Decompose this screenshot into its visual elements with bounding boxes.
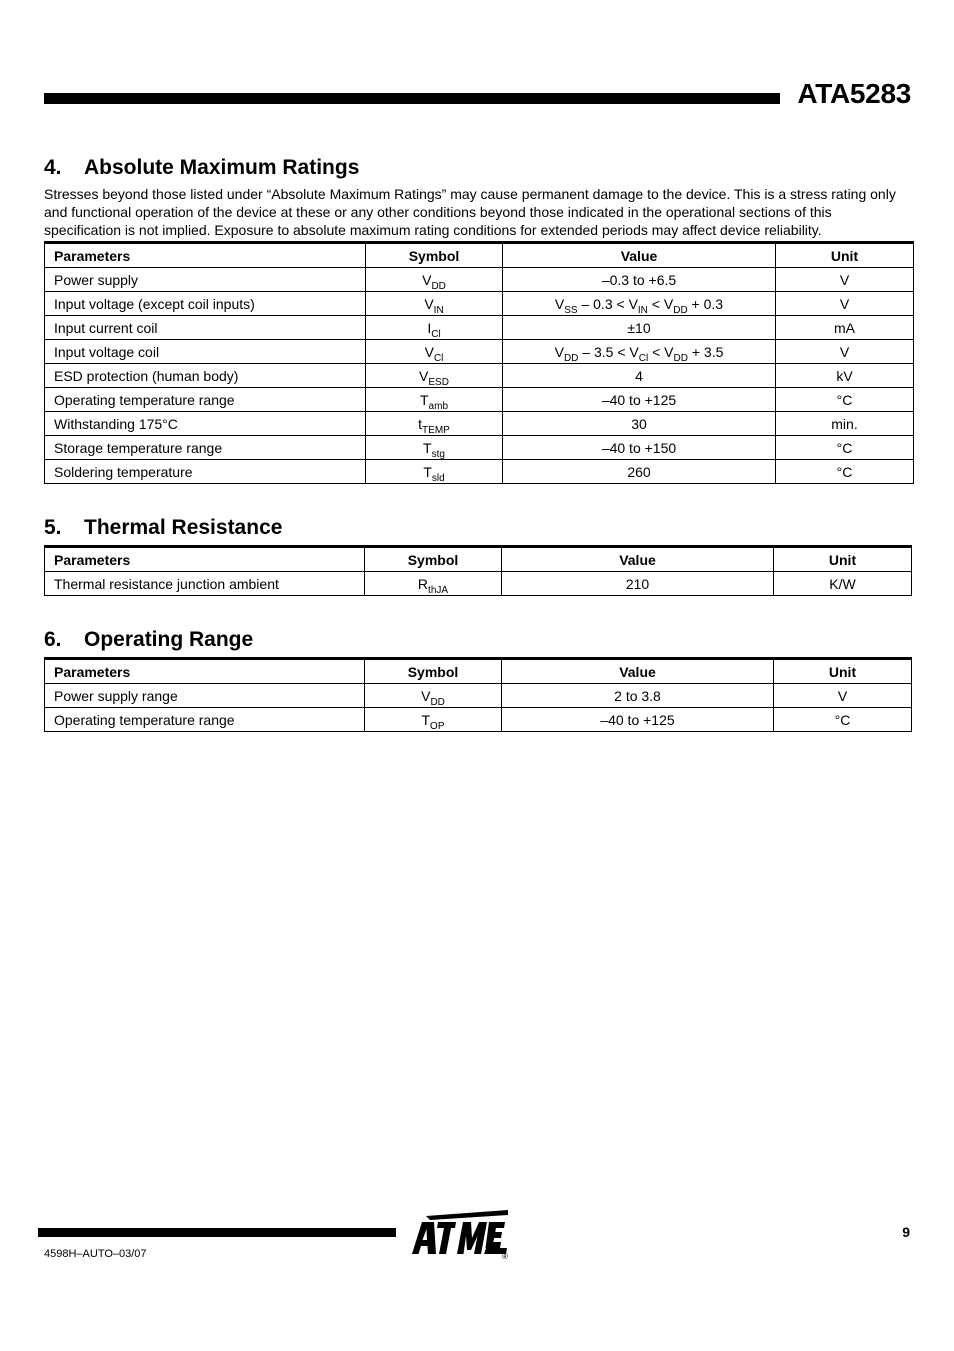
symbol-cell: $V_{ESD}$ [366, 364, 503, 388]
section-heading-thermal-resistance [44, 516, 282, 540]
unit-cell: K/W [774, 572, 912, 596]
symbol-cell: $R_{thJA}$ [365, 572, 502, 596]
parameter-cell: Operating temperature range [45, 388, 366, 412]
value-cell: 4 [503, 364, 776, 388]
column-header-symbol: Symbol [365, 547, 502, 572]
parameter-cell: Power supply range [45, 684, 365, 708]
unit-cell: °C [776, 436, 914, 460]
table-header-row [45, 243, 914, 268]
value-cell: 210 [502, 572, 774, 596]
section-number: 5. [44, 516, 62, 539]
absolute-maximum-ratings-table [44, 241, 914, 484]
document-title: ATA5283 [797, 78, 911, 109]
table-header-row [45, 659, 912, 684]
value-cell: –40 to +125 [503, 388, 776, 412]
unit-cell: min. [776, 412, 914, 436]
value-cell: 2 to 3.8 [502, 684, 774, 708]
column-header-unit: Unit [774, 659, 912, 684]
parameter-cell: Storage temperature range [45, 436, 366, 460]
section-title: Thermal Resistance [84, 516, 283, 539]
thermal-resistance-table [44, 545, 912, 596]
table-row [45, 412, 914, 436]
parameter-cell: Power supply [45, 268, 366, 292]
document-code: 4598H–AUTO–03/07 [44, 1248, 147, 1260]
footer-rule [38, 1228, 396, 1237]
column-header-value: Value [502, 547, 774, 572]
symbol-cell: $V_{Cl}$ [366, 340, 503, 364]
parameter-cell: Input current coil [45, 316, 366, 340]
table-row [45, 708, 912, 732]
parameter-cell: Operating temperature range [45, 708, 365, 732]
column-header-symbol: Symbol [366, 243, 503, 268]
symbol-cell: $V_{DD}$ [365, 684, 502, 708]
table-row [45, 684, 912, 708]
unit-cell: °C [776, 460, 914, 484]
unit-cell: V [774, 684, 912, 708]
column-header-unit: Unit [776, 243, 914, 268]
section-heading-absolute-maximum-ratings [44, 156, 359, 180]
table-row [45, 388, 914, 412]
value-cell: 260 [503, 460, 776, 484]
column-header-symbol: Symbol [365, 659, 502, 684]
parameter-cell: Soldering temperature [45, 460, 366, 484]
page-number: 9 [902, 1224, 910, 1240]
table-row [45, 292, 914, 316]
unit-cell: V [776, 268, 914, 292]
table-header-row [45, 547, 912, 572]
parameter-cell: Thermal resistance junction ambient [45, 572, 365, 596]
column-header-unit: Unit [774, 547, 912, 572]
column-header-parameters: Parameters [45, 547, 365, 572]
section-intro-paragraph: Stresses beyond those listed under “Absolute Maximum Ratings” may cause permanent damage to the device. This is a stress rating only and functional operation of the device at these or any other conditions beyond those indicated in the operational sections of this specification is not implied. Exposure to absolute maximum rating conditions for extended periods may affect device reliability. [44, 186, 896, 238]
symbol-cell: $T_{stg}$ [366, 436, 503, 460]
atmel-logo [408, 1208, 512, 1265]
column-header-parameters: Parameters [45, 243, 366, 268]
unit-cell: V [776, 340, 914, 364]
value-cell: –0.3 to +6.5 [503, 268, 776, 292]
parameter-cell: Input voltage coil [45, 340, 366, 364]
unit-cell: V [776, 292, 914, 316]
symbol-cell: $V_{IN}$ [366, 292, 503, 316]
section-number: 4. [44, 156, 62, 179]
column-header-value: Value [502, 659, 774, 684]
column-header-parameters: Parameters [45, 659, 365, 684]
column-header-value: Value [503, 243, 776, 268]
value-cell: $V_{SS} - 0.3 < V_{IN} < V_{DD} + 0.3$ [503, 292, 776, 316]
parameter-cell: Withstanding 175°C [45, 412, 366, 436]
symbol-cell: $T_{sld}$ [366, 460, 503, 484]
table-row [45, 340, 914, 364]
value-cell: ±10 [503, 316, 776, 340]
symbol-cell: $T_{amb}$ [366, 388, 503, 412]
operating-range-table [44, 657, 912, 732]
value-cell: $V_{DD} - 3.5 < V_{Cl} < V_{DD} + 3.5$ [503, 340, 776, 364]
table-row [45, 572, 912, 596]
table-row [45, 436, 914, 460]
table-row [45, 460, 914, 484]
unit-cell: °C [774, 708, 912, 732]
symbol-cell: $I_{Cl}$ [366, 316, 503, 340]
unit-cell: kV [776, 364, 914, 388]
unit-cell: °C [776, 388, 914, 412]
header-rule [44, 93, 780, 104]
value-cell: 30 [503, 412, 776, 436]
svg-text:®: ® [502, 1252, 508, 1260]
section-heading-operating-range [44, 628, 253, 652]
value-cell: –40 to +125 [502, 708, 774, 732]
table-row [45, 268, 914, 292]
value-cell: –40 to +150 [503, 436, 776, 460]
symbol-cell: $T_{OP}$ [365, 708, 502, 732]
section-title: Operating Range [84, 628, 254, 651]
symbol-cell: $t_{TEMP}$ [366, 412, 503, 436]
table-row [45, 364, 914, 388]
symbol-cell: $V_{DD}$ [366, 268, 503, 292]
parameter-cell: Input voltage (except coil inputs) [45, 292, 366, 316]
unit-cell: mA [776, 316, 914, 340]
section-title: Absolute Maximum Ratings [84, 156, 360, 179]
section-number: 6. [44, 628, 62, 651]
parameter-cell: ESD protection (human body) [45, 364, 366, 388]
table-row [45, 316, 914, 340]
